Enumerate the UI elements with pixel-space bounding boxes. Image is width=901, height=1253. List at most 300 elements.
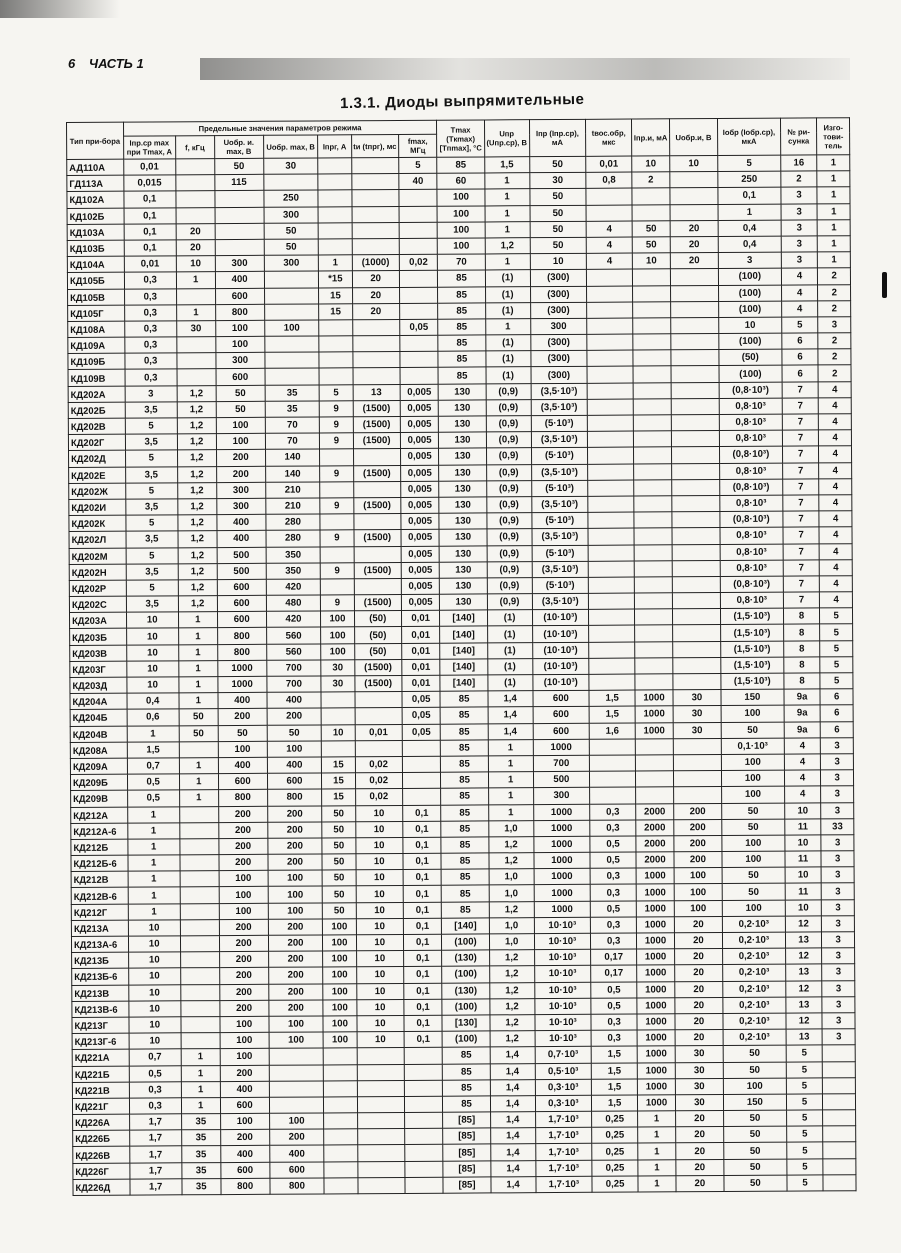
cell-type: КД213Г — [72, 1017, 129, 1034]
cell-maker: 3 — [821, 835, 854, 851]
cell-tmax: [140] — [440, 610, 487, 626]
col-uobr-i: Uобр.и, В — [669, 119, 717, 156]
cell-tvos: 0,5 — [590, 836, 636, 852]
cell-figure: 6 — [782, 349, 819, 365]
cell-tvos — [587, 334, 633, 350]
cell-uobr-i-max: 400 — [218, 692, 267, 708]
cell-f — [180, 806, 219, 822]
cell-ipr-sr-max: 0,6 — [127, 709, 179, 726]
cell-uobr-i-max: 100 — [218, 741, 267, 757]
cell-uobr-max: 100 — [264, 320, 319, 337]
col-ipr: Iпр (Iпр.ср), мА — [529, 119, 586, 156]
cell-uobr-i-max: 500 — [217, 547, 266, 563]
cell-tvos: 0,3 — [590, 820, 636, 836]
cell-iprg — [320, 482, 354, 498]
cell-uobr-i-max: 100 — [220, 1049, 269, 1065]
cell-tmax: 85 — [443, 1047, 490, 1063]
cell-uobr-i — [671, 317, 719, 333]
col-ipr-i: Iпр.и, мА — [632, 119, 670, 156]
cell-iobr: 150 — [721, 689, 784, 706]
cell-uobr-i — [672, 560, 720, 576]
cell-ipr-sr-max: 3,5 — [125, 499, 177, 516]
cell-maker: 3 — [822, 964, 855, 980]
cell-tvos: 0,3 — [591, 1030, 637, 1046]
col-ti: tи (tпрг), мс — [351, 134, 398, 157]
cell-figure: 4 — [781, 284, 818, 300]
cell-maker — [823, 1077, 856, 1093]
cell-iobr: 100 — [721, 770, 784, 787]
cell-f — [176, 159, 215, 175]
cell-iobr: 50 — [723, 1062, 786, 1079]
cell-iobr: 0,2·10³ — [723, 981, 786, 998]
cell-uobr-max: 100 — [267, 741, 322, 758]
cell-f: 1 — [181, 1065, 220, 1081]
cell-iobr: 0,2·10³ — [722, 916, 785, 933]
cell-uobr-i — [671, 415, 719, 431]
cell-uobr-i-max: 800 — [217, 628, 266, 644]
cell-uobr-i-max: 200 — [218, 822, 267, 838]
cell-tmax: 85 — [441, 740, 488, 756]
cell-uobr-max: 100 — [268, 903, 323, 920]
cell-upr: 1 — [484, 173, 529, 189]
cell-iobr: (1,5·10³) — [720, 608, 783, 625]
cell-ipr-sr-max: 1 — [127, 855, 179, 872]
cell-uobr-i-max: 50 — [218, 725, 267, 741]
cell-uobr-i-max: 600 — [217, 595, 266, 611]
cell-uobr-i-max: 200 — [219, 1000, 268, 1016]
cell-uobr-i — [670, 285, 718, 301]
cell-iobr: 0,1 — [718, 188, 781, 205]
cell-f: 35 — [182, 1146, 221, 1162]
cell-f: 10 — [176, 256, 215, 272]
cell-ipr: 10·10³ — [534, 933, 591, 950]
cell-upr: (0,9) — [486, 497, 531, 513]
cell-maker: 4 — [819, 543, 852, 559]
cell-ipr-sr-max: 10 — [128, 1001, 180, 1018]
cell-uobr-i-max: 400 — [220, 1081, 269, 1097]
cell-ipr-i: 1000 — [637, 933, 675, 949]
cell-uobr-max: 100 — [268, 886, 323, 903]
cell-ipr-sr-max: 0,3 — [124, 321, 176, 338]
cell-fmax: 0,005 — [401, 594, 440, 610]
cell-tvos — [587, 399, 633, 415]
cell-iobr: (0,8·10³) — [720, 479, 783, 496]
cell-f — [180, 822, 219, 838]
cell-uobr-max: 100 — [268, 870, 323, 887]
cell-iprg — [323, 1064, 357, 1080]
cell-ipr-i — [633, 366, 671, 382]
cell-type: КД212Г — [71, 904, 128, 921]
cell-type: КД104А — [67, 256, 124, 273]
cell-figure: 4 — [781, 301, 818, 317]
cell-ti: 0,02 — [355, 756, 402, 772]
cell-iprg: 9 — [319, 417, 353, 433]
cell-ipr-sr-max: 3,5 — [126, 531, 178, 548]
cell-iprg: 50 — [322, 902, 356, 918]
cell-figure: 5 — [786, 1110, 823, 1126]
cell-f — [181, 1000, 220, 1016]
cell-tmax: [85] — [443, 1177, 490, 1193]
cell-uobr-max: 280 — [266, 530, 321, 547]
cell-type: КД212Б-6 — [71, 855, 128, 872]
cell-fmax: 0,1 — [403, 886, 442, 902]
cell-fmax: 0,005 — [400, 449, 439, 465]
cell-iprg — [324, 1080, 358, 1096]
cell-uobr-i-max — [215, 239, 264, 255]
cell-upr: (1) — [485, 286, 530, 302]
cell-ti — [353, 481, 400, 497]
cell-f — [176, 207, 215, 223]
cell-ipr: 0,5·10³ — [535, 1063, 592, 1080]
cell-ipr-sr-max: 0,5 — [127, 790, 179, 807]
cell-iobr: (1,5·10³) — [721, 673, 784, 690]
cell-type: КД202Н — [69, 564, 126, 581]
cell-tmax: [140] — [440, 675, 487, 691]
cell-figure: 10 — [785, 900, 822, 916]
cell-upr: (1) — [487, 610, 532, 626]
cell-fmax — [399, 222, 438, 238]
cell-figure: 7 — [783, 543, 820, 559]
cell-iprg — [318, 239, 352, 255]
cell-iprg: 5 — [319, 384, 353, 400]
cell-ipr-i: 1000 — [636, 900, 674, 916]
cell-ti — [353, 449, 400, 465]
cell-uobr-i-max: 100 — [216, 433, 265, 449]
cell-ipr: 1000 — [533, 739, 590, 756]
cell-fmax: 0,01 — [401, 610, 440, 626]
cell-ipr-sr-max: 1 — [128, 871, 180, 888]
cell-f: 30 — [177, 320, 216, 336]
cell-ipr-i: 2000 — [636, 852, 674, 868]
cell-fmax — [399, 271, 438, 287]
cell-uobr-max: 200 — [268, 967, 323, 984]
cell-figure: 4 — [784, 786, 821, 802]
cell-type: КД213В — [72, 985, 129, 1002]
cell-iprg: 50 — [322, 886, 356, 902]
cell-type: КД202Л — [69, 531, 126, 548]
cell-ipr-i: 2000 — [636, 836, 674, 852]
cell-ti: 10 — [356, 951, 403, 967]
cell-upr: 1,2 — [490, 1031, 535, 1047]
cell-ipr-i — [634, 463, 672, 479]
cell-iprg: 50 — [322, 805, 356, 821]
cell-fmax: 0,005 — [400, 416, 439, 432]
cell-figure: 7 — [782, 382, 819, 398]
cell-uobr-i: 30 — [673, 706, 721, 722]
cell-fmax: 0,01 — [402, 675, 441, 691]
cell-upr: (1) — [486, 367, 531, 383]
cell-uobr-max: 50 — [264, 223, 319, 240]
cell-tmax: 85 — [441, 756, 488, 772]
cell-uobr-max: 480 — [266, 595, 321, 612]
cell-uobr-i-max: 100 — [215, 320, 264, 336]
cell-fmax — [399, 238, 438, 254]
cell-tvos — [588, 545, 634, 561]
cell-maker: 1 — [818, 236, 851, 252]
cell-uobr-i-max: 200 — [218, 709, 267, 725]
cell-maker: 4 — [819, 511, 852, 527]
cell-ipr-sr-max: 1 — [128, 903, 180, 920]
cell-ti: 10 — [356, 902, 403, 918]
cell-type: КД212В — [71, 871, 128, 888]
cell-ipr: 50 — [529, 189, 586, 206]
cell-upr: 1,0 — [489, 869, 534, 885]
cell-type: КД226Д — [73, 1179, 130, 1196]
cell-uobr-i-max: 200 — [219, 935, 268, 951]
cell-type: КД203А — [69, 612, 126, 629]
cell-iobr: (100) — [718, 268, 781, 285]
cell-tmax: [85] — [443, 1112, 490, 1128]
cell-tvos — [590, 787, 636, 803]
cell-maker: 4 — [819, 398, 852, 414]
cell-ipr-i: 10 — [632, 253, 670, 269]
cell-uobr-i: 100 — [674, 884, 722, 900]
cell-ti — [353, 368, 400, 384]
cell-upr: 1,2 — [489, 853, 534, 869]
cell-ipr-sr-max: 10 — [128, 1017, 180, 1034]
cell-uobr-i-max: 300 — [215, 353, 264, 369]
cell-ipr-i — [633, 415, 671, 431]
cell-uobr-i — [670, 188, 718, 204]
cell-tmax: 85 — [443, 1080, 490, 1096]
cell-ipr-i: 1000 — [637, 1030, 675, 1046]
cell-maker — [823, 1158, 856, 1174]
cell-ipr-i — [634, 560, 672, 576]
cell-tvos — [587, 415, 633, 431]
cell-uobr-max: 140 — [265, 466, 320, 483]
cell-figure: 16 — [780, 155, 817, 171]
cell-iprg: 50 — [322, 870, 356, 886]
cell-iobr: 0,2·10³ — [723, 948, 786, 965]
cell-figure: 5 — [786, 1061, 823, 1077]
cell-iprg — [324, 1097, 358, 1113]
scan-shadow-left — [0, 0, 120, 18]
cell-type: КД212А-6 — [71, 823, 128, 840]
cell-ti — [357, 1129, 404, 1145]
cell-iobr: 50 — [722, 867, 785, 884]
cell-uobr-i — [673, 738, 721, 754]
cell-maker — [823, 1126, 856, 1142]
cell-upr: 1,4 — [490, 1047, 535, 1063]
cell-fmax — [399, 190, 438, 206]
cell-iprg: 100 — [323, 1016, 357, 1032]
cell-iprg: 9 — [320, 530, 354, 546]
cell-f: 1 — [176, 304, 215, 320]
cell-uobr-i-max: 300 — [215, 255, 264, 271]
cell-tmax: (100) — [443, 1031, 490, 1047]
cell-fmax — [404, 1112, 443, 1128]
page-number: 6 — [68, 56, 76, 71]
cell-upr: 1 — [488, 788, 533, 804]
cell-fmax — [405, 1145, 444, 1161]
cell-f: 1 — [179, 774, 218, 790]
cell-type: КД221Б — [72, 1066, 129, 1083]
cell-fmax: 0,005 — [401, 562, 440, 578]
cell-fmax: 0,005 — [401, 530, 440, 546]
cell-ti: 10 — [357, 1032, 404, 1048]
cell-figure: 5 — [786, 1078, 823, 1094]
cell-iobr: 0,8·10³ — [720, 544, 783, 561]
cell-iobr: (100) — [718, 285, 781, 302]
cell-fmax: 0,1 — [404, 1015, 443, 1031]
cell-type: КД105Б — [67, 272, 124, 289]
cell-uobr-i-max: 600 — [215, 288, 264, 304]
cell-fmax — [400, 335, 439, 351]
cell-fmax: 0,02 — [399, 254, 438, 270]
cell-uobr-i — [670, 269, 718, 285]
cell-iprg: 15 — [322, 773, 356, 789]
cell-ipr-i — [634, 528, 672, 544]
cell-uobr-max: 70 — [265, 433, 320, 450]
cell-f: 1 — [178, 612, 217, 628]
cell-iprg — [320, 449, 354, 465]
cell-f: 1 — [179, 693, 218, 709]
cell-ipr-i: 1000 — [636, 884, 674, 900]
cell-iobr: 0,1·10³ — [721, 738, 784, 755]
cell-ti — [355, 708, 402, 724]
cell-ti: 10 — [356, 837, 403, 853]
cell-fmax — [404, 1064, 443, 1080]
cell-ipr: (10·10³) — [532, 642, 589, 659]
cell-upr: 1,4 — [490, 1144, 535, 1160]
cell-ti: (50) — [354, 627, 401, 643]
cell-uobr-i: 30 — [675, 1078, 723, 1094]
cell-iobr: (50) — [719, 349, 782, 366]
cell-tmax: 130 — [440, 594, 487, 610]
cell-uobr-i: 20 — [670, 236, 718, 252]
cell-figure: 3 — [781, 203, 818, 219]
cell-f — [179, 741, 218, 757]
cell-uobr-i: 20 — [675, 1013, 723, 1029]
cell-iprg — [320, 514, 354, 530]
cell-iprg — [323, 1048, 357, 1064]
cell-uobr-i-max: 400 — [216, 514, 265, 530]
cell-upr: 1,4 — [490, 1112, 535, 1128]
cell-uobr-i-max: 600 — [216, 369, 265, 385]
cell-type: КД202М — [69, 548, 126, 565]
cell-uobr-max: 400 — [267, 757, 322, 774]
cell-uobr-i — [673, 657, 721, 673]
cell-tmax: 130 — [440, 578, 487, 594]
cell-upr: (0,9) — [486, 399, 531, 415]
cell-maker: 4 — [819, 430, 852, 446]
cell-ipr-i: 1000 — [635, 722, 673, 738]
cell-figure: 8 — [784, 657, 821, 673]
cell-ipr: 1000 — [533, 804, 590, 821]
cell-ipr: (3,5·10³) — [531, 464, 588, 481]
cell-upr: 1,2 — [489, 950, 534, 966]
cell-iobr: (0,8·10³) — [719, 382, 782, 399]
cell-f: 1,2 — [177, 385, 216, 401]
cell-uobr-i: 100 — [674, 900, 722, 916]
cell-tvos: 0,3 — [590, 868, 636, 884]
cell-maker — [823, 1061, 856, 1077]
cell-maker: 3 — [821, 786, 854, 802]
cell-f: 1 — [181, 1049, 220, 1065]
cell-iprg: 100 — [321, 643, 355, 659]
cell-figure: 11 — [785, 819, 822, 835]
cell-iprg — [321, 692, 355, 708]
cell-uobr-i — [670, 204, 718, 220]
cell-ipr-i — [634, 577, 672, 593]
cell-fmax: 0,05 — [402, 691, 441, 707]
cell-ipr-sr-max: 1 — [127, 725, 179, 742]
cell-f — [177, 353, 216, 369]
cell-type: КД102Б — [67, 208, 124, 225]
cell-tmax: 85 — [441, 804, 488, 820]
cell-iprg: 15 — [319, 303, 353, 319]
cell-tmax: 130 — [439, 384, 486, 400]
cell-ipr-i — [635, 739, 673, 755]
cell-ipr-i: 1000 — [637, 1046, 675, 1062]
cell-type: КД202С — [69, 596, 126, 613]
cell-iprg: 30 — [321, 660, 355, 676]
cell-tmax: 130 — [439, 416, 486, 432]
cell-fmax: 40 — [399, 173, 438, 189]
cell-tmax: 85 — [438, 319, 485, 335]
cell-ipr-sr-max: 0,7 — [129, 1049, 181, 1066]
cell-uobr-max: 800 — [267, 789, 322, 806]
cell-ipr: 10 — [530, 253, 587, 270]
cell-tvos: 1,5 — [589, 706, 635, 722]
cell-ipr-i: 1 — [638, 1111, 676, 1127]
cell-type: КД202Ж — [69, 483, 126, 500]
cell-upr: (0,9) — [486, 464, 531, 480]
cell-ipr-sr-max: 0,3 — [124, 272, 176, 289]
cell-fmax — [399, 206, 438, 222]
cell-type: КД221Г — [72, 1098, 129, 1115]
cell-ti: (1000) — [352, 255, 399, 271]
cell-tvos: 0,5 — [590, 901, 636, 917]
cell-f: 1,2 — [177, 466, 216, 482]
cell-ti: 10 — [356, 918, 403, 934]
cell-ipr: 1000 — [534, 869, 591, 886]
cell-uobr-i: 200 — [673, 803, 721, 819]
cell-uobr-i: 20 — [670, 253, 718, 269]
cell-figure: 9а — [784, 721, 821, 737]
cell-ipr: 1,7·10³ — [536, 1176, 593, 1193]
cell-uobr-i-max: 1000 — [217, 676, 266, 692]
cell-ipr-sr-max: 1,7 — [129, 1114, 181, 1131]
col-type: Тип при-бора — [67, 122, 124, 159]
cell-uobr-i — [672, 609, 720, 625]
cell-ti — [352, 206, 399, 222]
cell-uobr-i-max: 200 — [219, 951, 268, 967]
cell-iobr: 150 — [723, 1094, 786, 1111]
cell-ipr-sr-max: 3,5 — [126, 564, 178, 581]
cell-maker: 5 — [820, 640, 853, 656]
cell-figure: 12 — [786, 980, 823, 996]
cell-tvos — [587, 286, 633, 302]
cell-ti: (1500) — [354, 659, 401, 675]
cell-fmax: 0,1 — [403, 950, 442, 966]
cell-ipr: 1000 — [534, 885, 591, 902]
cell-upr: (0,9) — [486, 513, 531, 529]
cell-f: 1,2 — [178, 515, 217, 531]
cell-f — [177, 369, 216, 385]
cell-figure: 10 — [785, 835, 822, 851]
cell-uobr-i-max: 200 — [218, 806, 267, 822]
cell-uobr-max: 800 — [270, 1178, 325, 1195]
cell-ipr: 50 — [529, 156, 586, 173]
cell-maker — [823, 1175, 856, 1191]
cell-type: КД209В — [71, 790, 128, 807]
cell-tmax: (130) — [442, 950, 489, 966]
cell-ti: 0,01 — [355, 724, 402, 740]
cell-ipr-i — [632, 188, 670, 204]
cell-ti: (1500) — [353, 433, 400, 449]
cell-ipr-i: 10 — [632, 156, 670, 172]
